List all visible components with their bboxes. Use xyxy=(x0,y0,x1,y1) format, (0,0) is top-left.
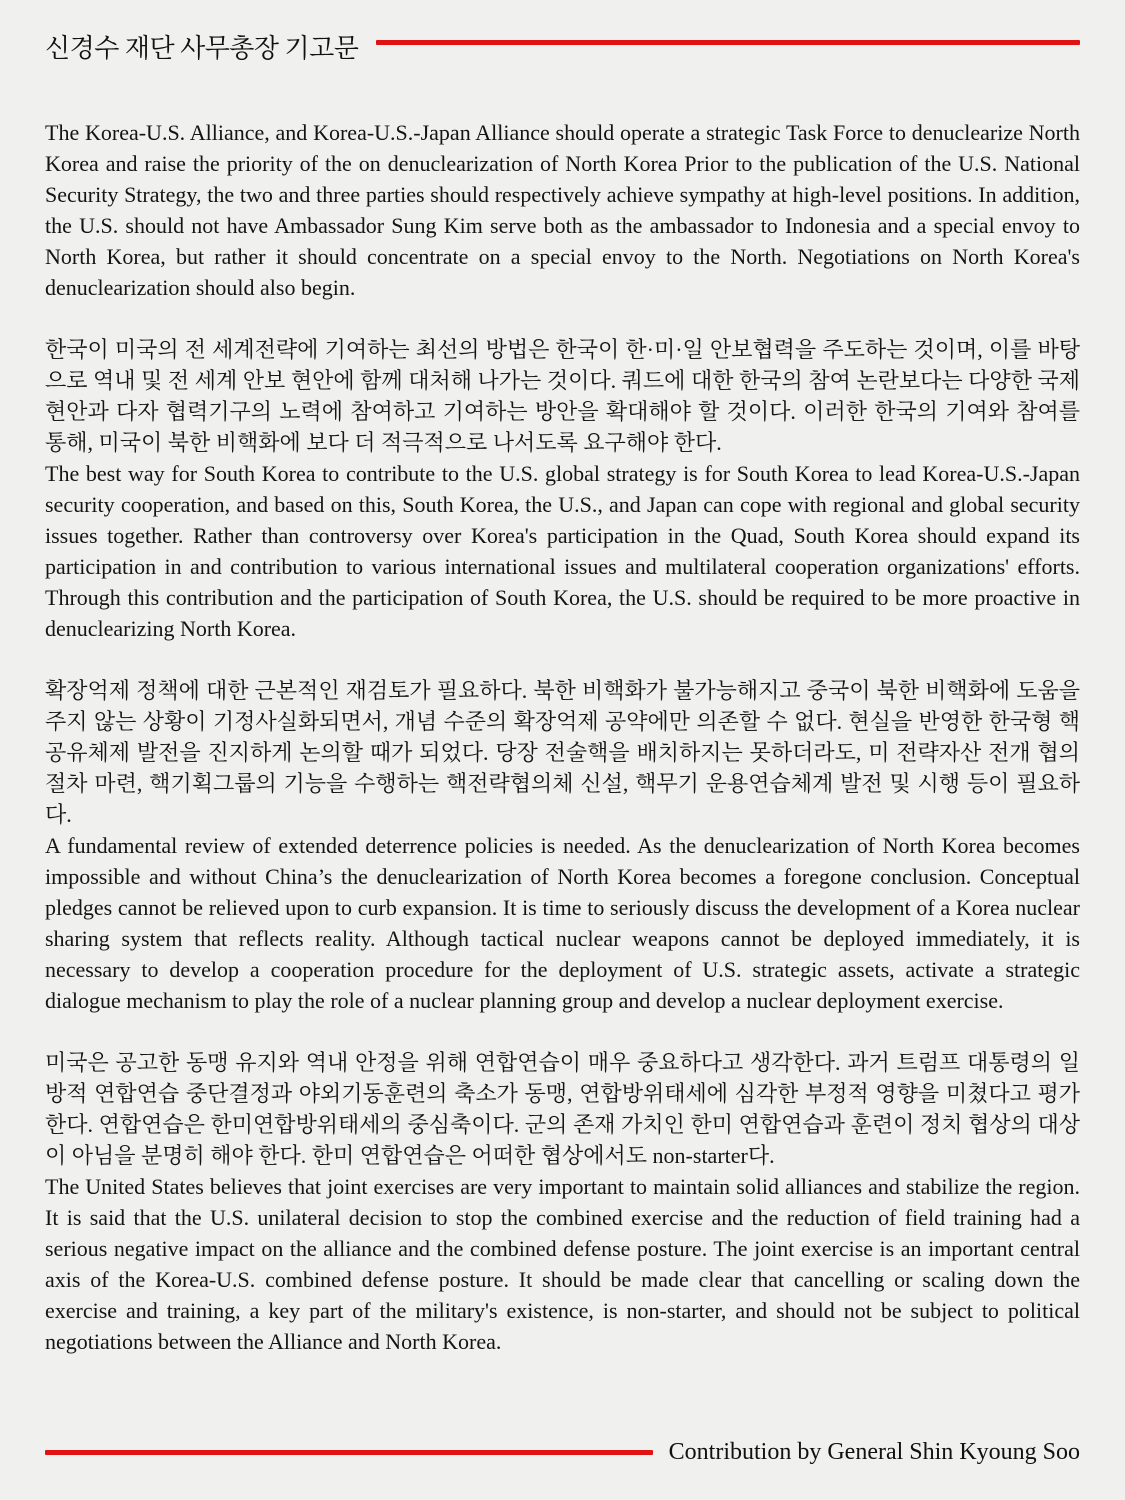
header-rule xyxy=(376,40,1080,45)
document-body xyxy=(45,117,1080,1357)
contribution-credit: Contribution by General Shin Kyoung Soo xyxy=(668,1439,1080,1465)
paragraph-korean-1: 한국이 미국의 전 세계전략에 기여하는 최선의 방법은 한국이 한·미·일 안보협력을 주도하는 것이며, 이를 바탕으로 역내 및 전 세계 안보 현안에 함께 대처해 나가는 것이다. 쿼드에 대한 한국의 참여 논란보다는 다양한 국제 현안과 다자 협력기구의 노력에 참여하고 기여하는 방안을 확대해야 할 것이다. 이러한 한국의 기여와 참여를 통해, 미국이 북한 비핵화에 보다 더 적극적으로 나서도록 요구해야 한다. xyxy=(45,337,1080,455)
page-title: 신경수 재단 사무총장 기고문 xyxy=(45,34,359,63)
paragraph-english-4: The United States believes that joint exercises are very important to maintain solid alliances and stabilize the region. It is said that the U.S. unilateral decision to stop the combined exercise and the reduction of field training had a serious negative impact on the alliance and the combined defense posture. The joint exercise is an important central axis of the Korea-U.S. combined defense posture. It should be made clear that cancelling or scaling down the exercise and training, a key part of the military's existence, is non-starter, and should not be subject to political negotiations between the Alliance and North Korea. xyxy=(45,1174,1080,1354)
document-footer xyxy=(45,1439,1080,1466)
document-header xyxy=(45,28,1080,65)
paragraph-english-1: The Korea-U.S. Alliance, and Korea-U.S.-Japan Alliance should operate a strategic Task Force to denuclearize North Korea and raise the priority of the on denuclearization of North Korea Prior to the publication of the U.S. National Security Strategy, the two and three parties should respectively achieve sympathy at high-level positions. In addition, the U.S. should not have Ambassador Sung Kim serve both as the ambassador to Indonesia and a special envoy to North Korea, but rather it should concentrate on a special envoy to the North. Negotiations on North Korea's denuclearization should also begin. xyxy=(45,120,1080,300)
paragraph-korean-3: 미국은 공고한 동맹 유지와 역내 안정을 위해 연합연습이 매우 중요하다고 생각한다. 과거 트럼프 대통령의 일방적 연합연습 중단결정과 야외기동훈련의 축소가 동맹, 연합방위태세에 심각한 부정적 영향을 미쳤다고 평가한다. 연합연습은 한미연합방위태세의 중심축이다. 군의 존재 가치인 한미 연합연습과 훈련이 정치 협상의 대상이 아님을 분명히 해야 한다. 한미 연합연습은 어떠한 협상에서도 non-starter다. xyxy=(45,1050,1080,1168)
footer-rule xyxy=(45,1450,653,1455)
paragraph-korean-2: 확장억제 정책에 대한 근본적인 재검토가 필요하다. 북한 비핵화가 불가능해지고 중국이 북한 비핵화에 도움을 주지 않는 상황이 기정사실화되면서, 개념 수준의 확장억제 공약에만 의존할 수 없다. 현실을 반영한 한국형 핵공유체제 발전을 진지하게 논의할 때가 되었다. 당장 전술핵을 배치하지는 못하더라도, 미 전략자산 전개 협의절차 마련, 핵기획그룹의 기능을 수행하는 핵전략협의체 신설, 핵무기 운용연습체계 발전 및 시행 등이 필요하다. xyxy=(45,678,1080,827)
paragraph-english-2: The best way for South Korea to contribute to the U.S. global strategy is for South Korea to lead Korea-U.S.-Japan security cooperation, and based on this, South Korea, the U.S., and Japan can cope with regional and global security issues together. Rather than controversy over Korea's participation in the Quad, South Korea should expand its participation in and contribution to various international issues and multilateral cooperation organizations' efforts. Through this contribution and the participation of South Korea, the U.S. should be required to be more proactive in denuclearizing North Korea. xyxy=(45,461,1080,641)
paragraph-english-3: A fundamental review of extended deterrence policies is needed. As the denuclearization of North Korea becomes impossible and without China’s the denuclearization of North Korea becomes a foregone conclusion. Conceptual pledges cannot be relieved upon to curb expansion. It is time to seriously discuss the development of a Korea nuclear sharing system that reflects reality. Although tactical nuclear weapons cannot be deployed immediately, it is necessary to develop a cooperation procedure for the deployment of U.S. strategic assets, activate a strategic dialogue mechanism to play the role of a nuclear planning group and develop a nuclear deployment exercise. xyxy=(45,833,1080,1013)
